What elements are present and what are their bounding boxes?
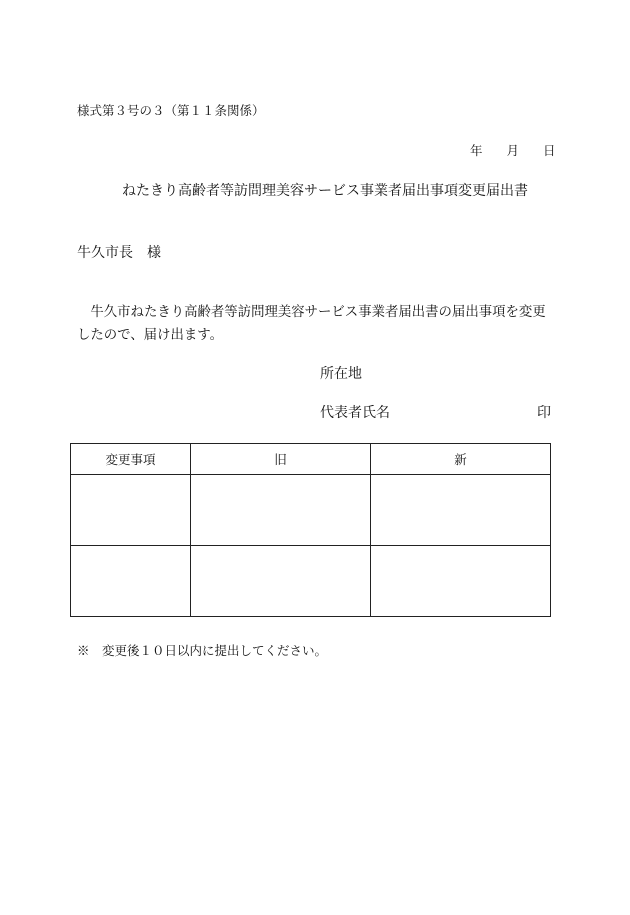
recipient: 牛久市長 様 (77, 245, 161, 261)
day-label: 日 (543, 143, 556, 158)
year-label: 年 (470, 143, 483, 158)
table-cell[interactable] (191, 546, 371, 617)
header-new: 新 (371, 444, 551, 475)
table-row (71, 546, 551, 617)
document-title: ねたきり高齢者等訪問理美容サービス事業者届出事項変更届出書 (122, 183, 528, 199)
body-text: 牛久市ねたきり高齢者等訪問理美容サービス事業者届出書の届出事項を変更したので、届け出ます。 (77, 305, 546, 343)
changes-table (70, 443, 551, 617)
form-number: 様式第３号の３（第１１条関係） (77, 103, 265, 118)
address-label: 所在地 (320, 366, 362, 382)
table-cell[interactable] (371, 475, 551, 546)
month-label: 月 (506, 143, 520, 158)
table-cell[interactable] (71, 546, 191, 617)
table-row (71, 475, 551, 546)
date-line (470, 141, 556, 159)
table-header-row (71, 444, 551, 475)
table-cell[interactable] (71, 475, 191, 546)
header-old: 旧 (191, 444, 371, 475)
table-cell[interactable] (191, 475, 371, 546)
note: ※ 変更後１０日以内に提出してください。 (77, 643, 328, 658)
representative-label: 代表者氏名 (320, 405, 390, 421)
seal-label: 印 (537, 405, 551, 421)
table-cell[interactable] (371, 546, 551, 617)
header-change-item: 変更事項 (71, 444, 191, 475)
